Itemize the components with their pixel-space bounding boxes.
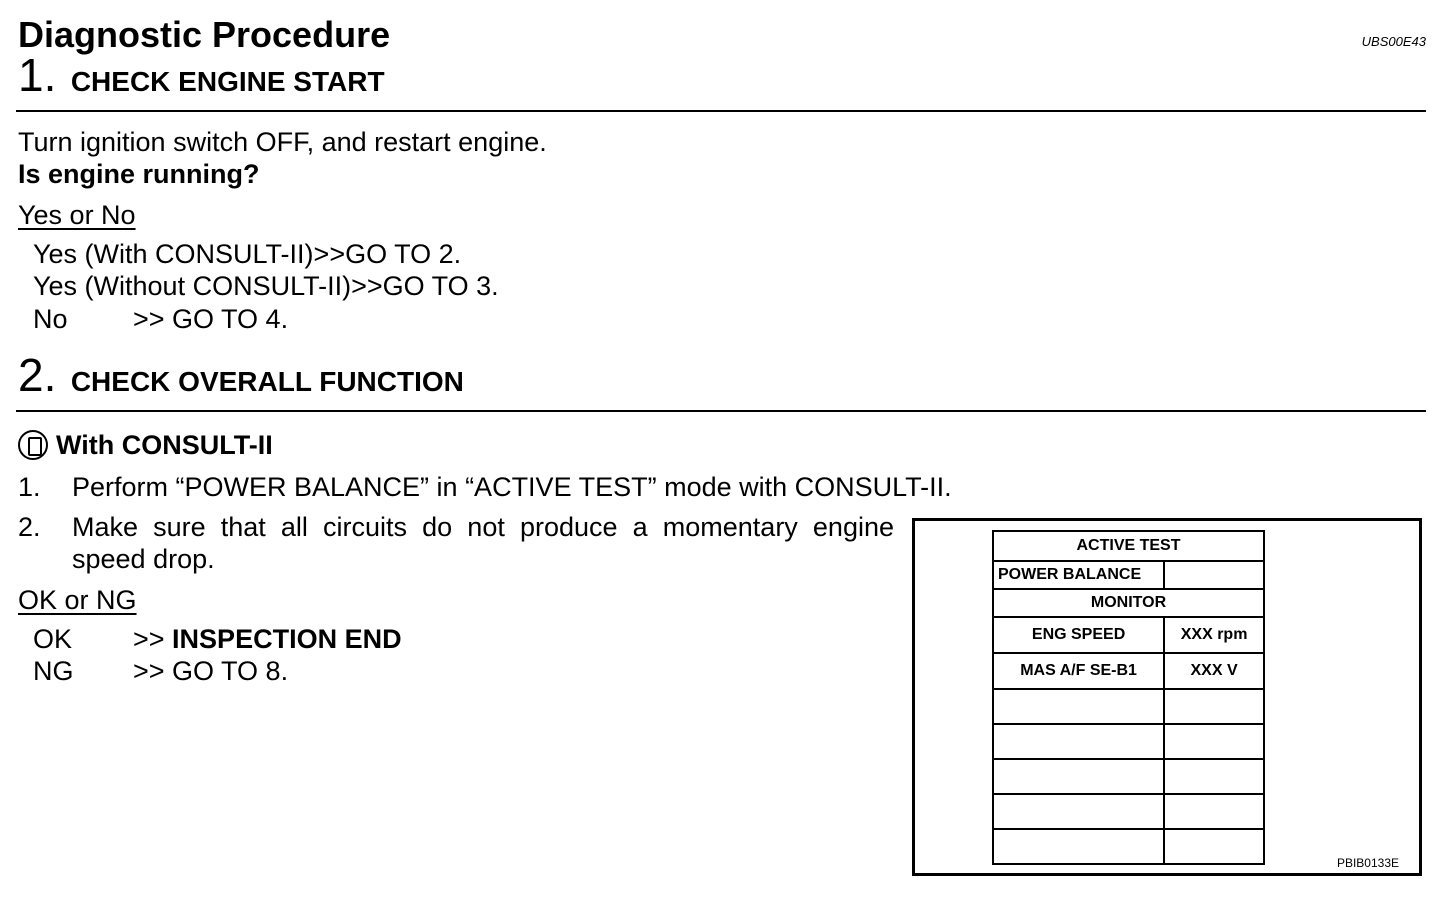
empty-cell	[993, 794, 1164, 829]
step-2-title: CHECK OVERALL FUNCTION	[70, 366, 464, 397]
document-code: UBS00E43	[1361, 34, 1426, 49]
step-2-heading	[18, 349, 464, 401]
divider	[16, 410, 1426, 412]
step-2-choice-heading: OK or NG	[18, 585, 137, 615]
step-1-instruction: Turn ignition switch OFF, and restart engine.	[18, 127, 547, 157]
figure-code: PBIB0133E	[1336, 856, 1399, 870]
empty-cell	[993, 759, 1164, 794]
step-1-heading	[18, 49, 385, 101]
power-balance-label	[993, 561, 1164, 589]
step-1-choice-yes-consult: Yes (With CONSULT-II)>>GO TO 2.	[33, 239, 462, 269]
consult-ii-icon	[18, 430, 48, 460]
ng-action: >> GO TO 8.	[133, 656, 289, 686]
empty-cell	[993, 689, 1164, 724]
step-2-number: 2.	[18, 349, 57, 401]
empty-cell	[993, 724, 1164, 759]
step-1-question: Is engine running?	[18, 159, 260, 189]
empty-cell	[993, 829, 1164, 864]
divider	[16, 110, 1426, 112]
step-1-choice-no	[33, 304, 288, 335]
ok-action-prefix: >>	[133, 624, 173, 654]
step-1-choice-yes-no-consult: Yes (Without CONSULT-II)>>GO TO 3.	[33, 271, 499, 301]
page-title: Diagnostic Procedure	[18, 14, 391, 55]
power-balance-text: POWER BALANCE	[998, 566, 1142, 583]
monitor-header: MONITOR	[993, 589, 1264, 617]
active-test-table	[992, 530, 1265, 865]
monitor-item-name: MAS A/F SE-B1	[993, 653, 1164, 689]
empty-cell	[1164, 829, 1264, 864]
step-2-item-1	[18, 472, 952, 503]
monitor-item-value: XXX V	[1164, 653, 1264, 689]
step-2-choice-ok	[33, 624, 402, 655]
monitor-item-name: ENG SPEED	[993, 617, 1164, 653]
no-label: No	[33, 304, 68, 334]
step-1-number: 1.	[18, 49, 57, 101]
ok-action: INSPECTION END	[172, 624, 402, 654]
active-test-header: ACTIVE TEST	[993, 531, 1264, 561]
empty-cell	[1164, 794, 1264, 829]
step-2-item-2	[18, 512, 894, 543]
empty-cell	[1164, 759, 1264, 794]
ng-label: NG	[33, 656, 74, 686]
with-consult-heading	[18, 430, 273, 461]
step-2-choice-ng	[33, 656, 288, 687]
consult-screen-figure	[912, 518, 1422, 876]
item-text: Make sure that all circuits do not produce a momentary engine	[72, 512, 894, 542]
item-number: 1.	[18, 472, 41, 502]
step-1-choice-heading: Yes or No	[18, 200, 136, 230]
step-1-title: CHECK ENGINE START	[70, 66, 385, 97]
step-2-item-2-continued: speed drop.	[72, 544, 215, 574]
ok-label: OK	[33, 624, 73, 654]
empty-cell	[1164, 689, 1264, 724]
no-action: >> GO TO 4.	[133, 304, 289, 334]
with-consult-label: With CONSULT-II	[56, 430, 273, 460]
empty-cell	[1164, 724, 1264, 759]
monitor-item-value: XXX rpm	[1164, 617, 1264, 653]
item-number: 2.	[18, 512, 41, 542]
power-balance-value	[1164, 561, 1264, 589]
item-text: Perform “POWER BALANCE” in “ACTIVE TEST” mode with CONSULT-II.	[72, 472, 952, 502]
